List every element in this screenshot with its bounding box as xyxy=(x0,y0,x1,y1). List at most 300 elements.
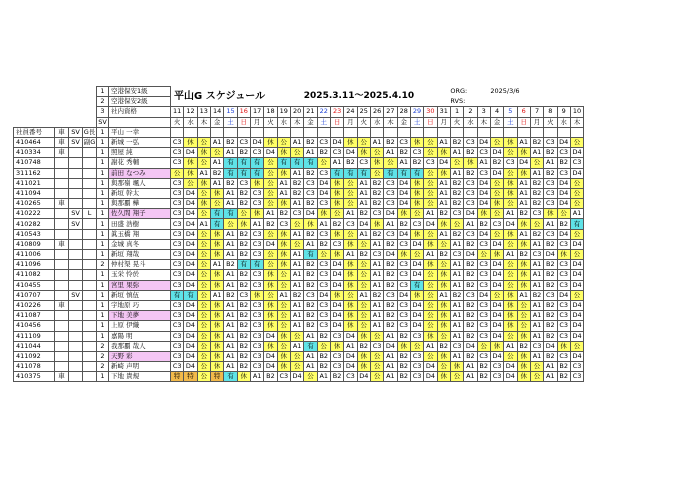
security-level: 1 xyxy=(97,239,109,249)
shift-cell: A1 xyxy=(464,219,477,229)
table-row xyxy=(14,351,584,361)
shift-cell: 休 xyxy=(477,209,490,219)
shift-cell: 公 xyxy=(504,239,517,249)
shift-cell: C3 xyxy=(477,321,490,331)
shift-cell: C3 xyxy=(250,311,263,321)
shift-cell: A1 xyxy=(384,219,397,229)
day-cell xyxy=(250,127,263,137)
shift-cell: C3 xyxy=(304,178,317,188)
shift-cell: 公 xyxy=(317,250,330,260)
shift-cell: A1 xyxy=(530,300,543,310)
shift-cell: A1 xyxy=(370,280,383,290)
employee-id: 410464 xyxy=(14,137,55,147)
employee-name: 佐久間 翔子 xyxy=(109,209,171,219)
shift-cell: C3 xyxy=(171,280,184,290)
shift-cell: B2 xyxy=(384,270,397,280)
shift-cell: A1 xyxy=(210,260,223,270)
employee-name: 上原 伊織 xyxy=(109,321,171,331)
shift-cell: 公 xyxy=(197,260,210,270)
shift-cell: B2 xyxy=(410,158,423,168)
shift-cell: 公 xyxy=(504,148,517,158)
shift-cell: A1 xyxy=(530,239,543,249)
shift-cell: B2 xyxy=(237,199,250,209)
shift-cell: A1 xyxy=(357,178,370,188)
shift-cell: 休 xyxy=(517,219,530,229)
shift-cell: B2 xyxy=(544,148,557,158)
shift-cell: A1 xyxy=(370,270,383,280)
shift-cell: 休 xyxy=(504,137,517,147)
shift-cell: C3 xyxy=(477,168,490,178)
shift-cell: B2 xyxy=(384,321,397,331)
shift-cell: C3 xyxy=(171,351,184,361)
shift-cell: C3 xyxy=(490,219,503,229)
shift-cell: 休 xyxy=(557,250,570,260)
shift-cell: 公 xyxy=(530,372,543,382)
employee-id: 411087 xyxy=(14,311,55,321)
shift-cell: D4 xyxy=(490,239,503,249)
shift-cell: A1 xyxy=(570,209,583,219)
group-role xyxy=(83,250,97,260)
sv-flag xyxy=(69,178,83,188)
shift-cell: D4 xyxy=(184,300,197,310)
shift-cell: D4 xyxy=(264,362,277,372)
shift-cell: 公 xyxy=(197,158,210,168)
shift-cell: 休 xyxy=(197,148,210,158)
day-cell xyxy=(450,127,463,137)
shift-cell: B2 xyxy=(237,270,250,280)
day-number: 21 xyxy=(304,107,317,117)
shift-cell: 休 xyxy=(197,199,210,209)
day-number: 24 xyxy=(344,107,357,117)
shift-cell: B2 xyxy=(557,372,570,382)
shift-cell: 有 xyxy=(570,219,583,229)
employee-name: 玉栄 怜於 xyxy=(109,270,171,280)
car-flag xyxy=(55,250,69,260)
shift-cell: A1 xyxy=(277,290,290,300)
shift-cell: 特 xyxy=(210,372,223,382)
shift-cell: 休 xyxy=(357,351,370,361)
shift-cell: B2 xyxy=(477,219,490,229)
sv-flag xyxy=(69,239,83,249)
shift-cell: B2 xyxy=(464,168,477,178)
shift-cell: 休 xyxy=(370,219,383,229)
table-row xyxy=(14,260,584,270)
day-cell xyxy=(557,127,570,137)
sv-flag xyxy=(69,300,83,310)
shift-cell: C3 xyxy=(477,280,490,290)
shift-cell: B2 xyxy=(544,270,557,280)
car-flag xyxy=(55,260,69,270)
shift-cell: 公 xyxy=(237,209,250,219)
shift-cell: A1 xyxy=(317,372,330,382)
shift-cell: D4 xyxy=(264,351,277,361)
shift-cell: B2 xyxy=(397,372,410,382)
table-row xyxy=(14,148,584,158)
shift-cell: D4 xyxy=(330,270,343,280)
day-number: 29 xyxy=(410,107,423,117)
sv-flag: SV xyxy=(69,137,83,147)
day-number: 3 xyxy=(477,107,490,117)
shift-cell: 公 xyxy=(410,209,423,219)
shift-cell: C3 xyxy=(250,351,263,361)
shift-cell: 休 xyxy=(437,311,450,321)
day-number: 26 xyxy=(370,107,383,117)
shift-cell: A1 xyxy=(504,250,517,260)
page-title: 平山G スケジュール xyxy=(174,90,266,102)
table-row xyxy=(14,239,584,249)
table-row xyxy=(14,199,584,209)
shift-cell: 公 xyxy=(384,158,397,168)
shift-cell: D4 xyxy=(330,300,343,310)
shift-cell: 休 xyxy=(504,188,517,198)
employee-name: 與那覇 樺 xyxy=(109,199,171,209)
shift-cell: C3 xyxy=(530,250,543,260)
shift-cell: B2 xyxy=(237,188,250,198)
shift-cell: 休 xyxy=(517,168,530,178)
shift-cell: 休 xyxy=(437,219,450,229)
sv-flag: SV xyxy=(69,209,83,219)
shift-cell: D4 xyxy=(557,199,570,209)
security-level: 1 xyxy=(97,229,109,239)
shift-cell: 公 xyxy=(197,372,210,382)
shift-cell: A1 xyxy=(290,341,303,351)
shift-cell: B2 xyxy=(544,260,557,270)
shift-cell: A1 xyxy=(344,341,357,351)
shift-cell: D4 xyxy=(570,280,583,290)
shift-cell: 休 xyxy=(277,148,290,158)
weekday-row xyxy=(14,117,584,127)
shift-cell: A1 xyxy=(290,137,303,147)
shift-cell: D4 xyxy=(397,178,410,188)
day-cell xyxy=(171,127,184,137)
shift-cell: 休 xyxy=(184,168,197,178)
shift-cell: 休 xyxy=(504,229,517,239)
employee-id: 410748 xyxy=(14,158,55,168)
shift-cell: 公 xyxy=(357,260,370,270)
shift-cell: 公 xyxy=(277,280,290,290)
shift-cell: A1 xyxy=(437,188,450,198)
shift-cell: D4 xyxy=(344,148,357,158)
weekday-cell: 火 xyxy=(264,117,277,127)
day-number: 11 xyxy=(171,107,184,117)
shift-cell: C3 xyxy=(330,351,343,361)
shift-cell: D4 xyxy=(384,341,397,351)
shift-cell: 公 xyxy=(570,137,583,147)
shift-cell: A1 xyxy=(437,229,450,239)
shift-cell: B2 xyxy=(464,311,477,321)
car-flag xyxy=(55,219,69,229)
shift-cell: D4 xyxy=(410,311,423,321)
shift-cell: C3 xyxy=(384,199,397,209)
shift-cell: B2 xyxy=(530,137,543,147)
shift-cell: 休 xyxy=(264,311,277,321)
shift-cell: D4 xyxy=(477,137,490,147)
group-role: L xyxy=(83,209,97,219)
shift-cell: C3 xyxy=(277,219,290,229)
group-role xyxy=(83,321,97,331)
shift-cell: 公 xyxy=(570,341,583,351)
org-label: ORG: xyxy=(450,87,468,96)
table-row xyxy=(14,321,584,331)
security-level: 1 xyxy=(97,331,109,341)
shift-cell: D4 xyxy=(384,209,397,219)
shift-cell: 公 xyxy=(570,188,583,198)
shift-cell: 休 xyxy=(264,137,277,147)
shift-cell: B2 xyxy=(544,311,557,321)
shift-cell: B2 xyxy=(317,351,330,361)
shift-cell: C3 xyxy=(570,362,583,372)
shift-cell: 休 xyxy=(517,351,530,361)
shift-cell: A1 xyxy=(304,148,317,158)
shift-cell: 公 xyxy=(490,188,503,198)
shift-cell: 公 xyxy=(504,280,517,290)
employee-name: 照屋 純 xyxy=(109,148,171,158)
shift-cell: 公 xyxy=(197,239,210,249)
shift-cell: C3 xyxy=(477,311,490,321)
shift-cell: 公 xyxy=(197,229,210,239)
shift-cell: B2 xyxy=(304,260,317,270)
weekday-cell: 木 xyxy=(477,117,490,127)
shift-cell: B2 xyxy=(490,158,503,168)
shift-cell: C3 xyxy=(557,280,570,290)
shift-cell: C3 xyxy=(464,290,477,300)
shift-cell: B2 xyxy=(237,311,250,321)
shift-cell: 休 xyxy=(330,199,343,209)
shift-cell: 公 xyxy=(197,270,210,280)
shift-cell: C3 xyxy=(317,260,330,270)
shift-cell: C3 xyxy=(317,199,330,209)
shift-cell: 休 xyxy=(344,270,357,280)
shift-cell: 公 xyxy=(290,331,303,341)
shift-cell: 休 xyxy=(517,270,530,280)
shift-cell: C3 xyxy=(544,137,557,147)
day-cell xyxy=(477,127,490,137)
shift-cell: A1 xyxy=(304,351,317,361)
shift-cell: 休 xyxy=(317,209,330,219)
shift-cell: 休 xyxy=(490,199,503,209)
car-flag xyxy=(55,158,69,168)
shift-cell: C3 xyxy=(477,270,490,280)
shift-cell: 休 xyxy=(410,188,423,198)
shift-cell: 公 xyxy=(197,362,210,372)
shift-cell: A1 xyxy=(197,168,210,178)
shift-cell: 公 xyxy=(277,321,290,331)
day-number: 23 xyxy=(330,107,343,117)
shift-cell: 公 xyxy=(264,199,277,209)
shift-cell: B2 xyxy=(357,209,370,219)
shift-cell: D4 xyxy=(490,168,503,178)
sv-flag xyxy=(69,168,83,178)
group-role xyxy=(83,331,97,341)
shift-cell: 特 xyxy=(184,372,197,382)
weekday-cell: 金 xyxy=(490,117,503,127)
car-flag: 車 xyxy=(55,199,69,209)
shift-cell: 有 xyxy=(237,260,250,270)
shift-cell: 休 xyxy=(264,300,277,310)
table-row xyxy=(14,280,584,290)
shift-cell: D4 xyxy=(570,311,583,321)
shift-cell: 公 xyxy=(437,362,450,372)
shift-cell: C3 xyxy=(464,188,477,198)
shift-cell: 公 xyxy=(424,321,437,331)
shift-cell: 公 xyxy=(277,311,290,321)
shift-cell: 有 xyxy=(250,168,263,178)
security-level: 1 xyxy=(97,137,109,147)
shift-cell: C3 xyxy=(557,351,570,361)
shift-cell: A1 xyxy=(224,239,237,249)
table-row xyxy=(14,158,584,168)
shift-cell: 公 xyxy=(277,270,290,280)
shift-cell: 休 xyxy=(344,280,357,290)
day-number: 1 xyxy=(450,107,463,117)
shift-cell: 公 xyxy=(277,341,290,351)
shift-cell: C3 xyxy=(397,239,410,249)
shift-cell: 公 xyxy=(424,311,437,321)
shift-cell: A1 xyxy=(277,178,290,188)
legend-number: 2 xyxy=(97,97,109,107)
shift-cell: A1 xyxy=(330,158,343,168)
shift-cell: 有 xyxy=(171,290,184,300)
column-header-row xyxy=(14,127,584,137)
shift-cell: 休 xyxy=(210,362,223,372)
weekday-cell: 土 xyxy=(224,117,237,127)
employee-id: 410282 xyxy=(14,219,55,229)
security-level: 1 xyxy=(97,168,109,178)
shift-cell: B2 xyxy=(464,148,477,158)
weekday-cell: 金 xyxy=(210,117,223,127)
shift-cell: 休 xyxy=(264,280,277,290)
shift-cell: 公 xyxy=(490,229,503,239)
car-flag: 車 xyxy=(55,372,69,382)
shift-cell: 休 xyxy=(277,199,290,209)
shift-cell: 公 xyxy=(224,219,237,229)
table-row xyxy=(14,372,584,382)
shift-cell: B2 xyxy=(450,199,463,209)
employee-id: 410226 xyxy=(14,300,55,310)
shift-cell: D4 xyxy=(250,137,263,147)
shift-cell: D4 xyxy=(184,239,197,249)
shift-cell: C3 xyxy=(171,148,184,158)
shift-cell: A1 xyxy=(437,290,450,300)
shift-cell: 公 xyxy=(370,362,383,372)
weekday-cell: 土 xyxy=(410,117,423,127)
employee-id: 410707 xyxy=(14,290,55,300)
shift-cell: C3 xyxy=(397,311,410,321)
shift-cell: D4 xyxy=(264,331,277,341)
day-cell xyxy=(237,127,250,137)
shift-cell: B2 xyxy=(304,300,317,310)
shift-cell: 公 xyxy=(437,260,450,270)
shift-cell: 公 xyxy=(264,290,277,300)
shift-cell: 休 xyxy=(197,178,210,188)
shift-cell: B2 xyxy=(304,168,317,178)
group-role xyxy=(83,178,97,188)
security-level: 2 xyxy=(97,260,109,270)
shift-cell: 休 xyxy=(490,250,503,260)
shift-cell: C3 xyxy=(277,372,290,382)
shift-cell: C3 xyxy=(250,250,263,260)
table-row xyxy=(14,362,584,372)
shift-cell: B2 xyxy=(237,341,250,351)
shift-cell: 公 xyxy=(210,199,223,209)
shift-cell: B2 xyxy=(384,260,397,270)
level-header: 1 xyxy=(97,127,109,137)
shift-cell: C3 xyxy=(384,229,397,239)
shift-cell: A1 xyxy=(450,321,463,331)
shift-cell: C3 xyxy=(397,321,410,331)
weekday-cell: 土 xyxy=(504,117,517,127)
shift-cell: D4 xyxy=(330,321,343,331)
day-cell xyxy=(504,127,517,137)
shift-cell: 有 xyxy=(344,168,357,178)
security-level: 1 xyxy=(97,300,109,310)
shift-cell: C3 xyxy=(317,300,330,310)
shift-cell: C3 xyxy=(317,270,330,280)
shift-cell: A1 xyxy=(370,239,383,249)
day-number: 18 xyxy=(264,107,277,117)
shift-cell: 休 xyxy=(437,300,450,310)
shift-cell: 有 xyxy=(210,209,223,219)
shift-cell: C3 xyxy=(464,137,477,147)
shift-cell: C3 xyxy=(171,158,184,168)
day-cell xyxy=(264,127,277,137)
shift-cell: C3 xyxy=(317,137,330,147)
shift-cell: B2 xyxy=(330,372,343,382)
car-flag xyxy=(55,311,69,321)
shift-cell: 有 xyxy=(237,158,250,168)
spacer xyxy=(14,97,97,107)
day-number: 16 xyxy=(237,107,250,117)
day-number: 19 xyxy=(277,107,290,117)
shift-cell: 公 xyxy=(197,321,210,331)
table-row xyxy=(14,168,584,178)
shift-cell: A1 xyxy=(437,199,450,209)
day-number: 30 xyxy=(424,107,437,117)
shift-cell: A1 xyxy=(464,362,477,372)
shift-cell: 有 xyxy=(224,209,237,219)
shift-cell: 公 xyxy=(344,178,357,188)
shift-cell: A1 xyxy=(290,229,303,239)
shift-cell: 休 xyxy=(344,321,357,331)
shift-cell: 公 xyxy=(357,280,370,290)
shift-cell: 休 xyxy=(504,178,517,188)
shift-cell: A1 xyxy=(224,311,237,321)
weekday-cell: 水 xyxy=(370,117,383,127)
day-number: 5 xyxy=(504,107,517,117)
legend-row xyxy=(14,87,584,97)
shift-cell: B2 xyxy=(304,311,317,321)
shift-cell: 休 xyxy=(330,341,343,351)
shift-cell: 休 xyxy=(437,280,450,290)
weekday-cell: 月 xyxy=(344,117,357,127)
shift-cell: B2 xyxy=(237,351,250,361)
shift-cell: B2 xyxy=(530,188,543,198)
shift-cell: 公 xyxy=(450,158,463,168)
weekday-cell: 火 xyxy=(450,117,463,127)
table-row xyxy=(14,341,584,351)
shift-cell: A1 xyxy=(530,311,543,321)
shift-cell: C3 xyxy=(171,229,184,239)
shift-cell: 公 xyxy=(357,311,370,321)
day-cell xyxy=(357,127,370,137)
shift-cell: D4 xyxy=(317,290,330,300)
sv-flag xyxy=(69,372,83,382)
shift-cell: 休 xyxy=(277,260,290,270)
shift-cell: B2 xyxy=(384,311,397,321)
weekday-cell: 木 xyxy=(570,117,583,127)
shift-cell: A1 xyxy=(517,137,530,147)
shift-cell: 公 xyxy=(570,199,583,209)
